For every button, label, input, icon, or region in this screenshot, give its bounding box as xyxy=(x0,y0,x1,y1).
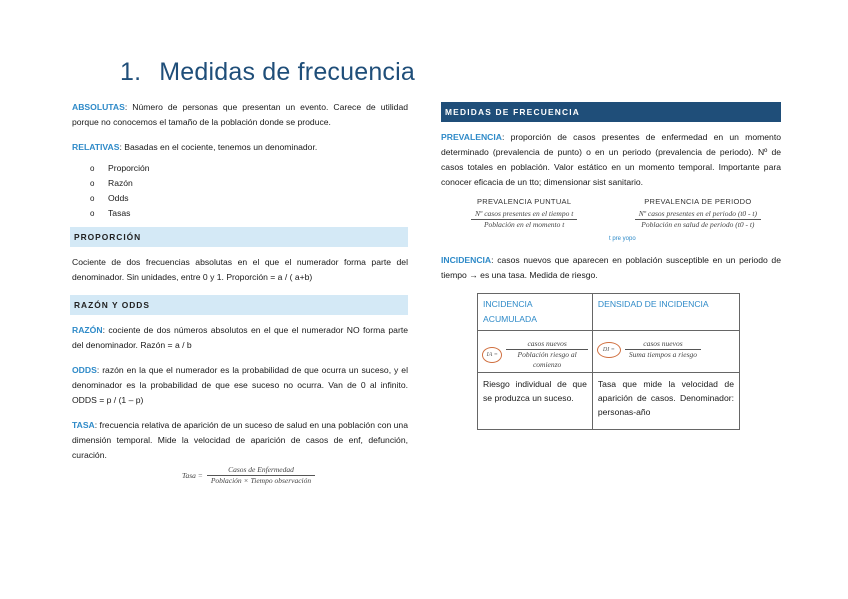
odds-text: : razón en la que el numerador es la probabilidad de que ocurra un suceso, y el denominador es la probabilidad de que ese suceso no ocurra. Van de 0 al infinito. ODDS = p / (1 – p) xyxy=(72,365,408,405)
tasa-formula-lhs: Tasa = xyxy=(182,471,203,480)
densidad-incidencia-header: DENSIDAD DE INCIDENCIA xyxy=(592,294,739,331)
medidas-header: MEDIDAS DE FRECUENCIA xyxy=(441,102,781,122)
table-row xyxy=(478,331,740,373)
title-text: Medidas de frecuencia xyxy=(159,58,415,86)
prevalencia-paragraph xyxy=(441,130,781,190)
prevalencia-periodo-formula xyxy=(635,194,761,230)
incidencia-text: : casos nuevos que aparecen en población susceptible en un periodo de tiempo → es una tasa. Medida de riesgo. xyxy=(441,255,781,280)
ia-numerator: casos nuevos xyxy=(506,339,587,350)
prevalencia-text: : proporción de casos presentes de enfermedad en un momento determinado (prevalencia de punto) o en un periodo (prevalencia de periodo). Nº de casos totales en población. Valor estático en un momento temporal. Importante para conocer eficacia de un tto; dimensionar sist sanitario. xyxy=(441,132,781,187)
odds-term: ODDS xyxy=(72,365,97,375)
tasa-fraction xyxy=(207,465,315,486)
ia-description: Riesgo individual de que se produzca un suceso. xyxy=(478,373,593,430)
incidencia-acumulada-header: INCIDENCIA ACUMULADA xyxy=(478,294,593,331)
bullet-icon: o xyxy=(90,209,95,218)
di-formula-lhs: DI = xyxy=(597,342,621,358)
right-column xyxy=(441,102,781,430)
bullet-icon: o xyxy=(90,164,95,173)
tasa-numerator: Casos de Enfermedad xyxy=(207,465,315,476)
ia-denominator: Población riesgo al comienzo xyxy=(517,350,577,369)
tasa-denominator: Población × Tiempo observación xyxy=(210,476,312,485)
prevalencia-puntual-formula xyxy=(471,194,577,230)
list-item: o Odds xyxy=(90,191,408,206)
tasa-paragraph xyxy=(72,418,408,463)
incidencia-paragraph xyxy=(441,253,781,283)
list-item: o Razón xyxy=(90,176,408,191)
prevalencia-puntual-label: PREVALENCIA PUNTUAL xyxy=(476,197,572,206)
razon-paragraph xyxy=(72,323,408,353)
di-description: Tasa que mide la velocidad de aparición de casos. Denominador: personas-año xyxy=(592,373,739,430)
prevalencia-puntual-denominator: Población en el momento t xyxy=(483,220,565,229)
ia-formula-lhs: IA = xyxy=(482,347,502,363)
left-column xyxy=(72,100,408,486)
absolutas-text: : Número de personas que presentan un evento. Carece de utilidad porque no conocemos el tamaño de la población donde se produce. xyxy=(72,102,408,127)
absolutas-paragraph xyxy=(72,100,408,130)
bullet-icon: o xyxy=(90,179,95,188)
relativas-term: RELATIVAS xyxy=(72,142,120,152)
di-numerator: casos nuevos xyxy=(625,339,701,350)
razon-term: RAZÓN xyxy=(72,325,103,335)
prevalencia-puntual-numerator: Nº casos presentes en el tiempo t xyxy=(471,209,577,220)
relativas-text: : Basadas en el cociente, tenemos un denominador. xyxy=(119,142,318,152)
incidencia-term: INCIDENCIA xyxy=(441,255,492,265)
odds-paragraph xyxy=(72,363,408,408)
razon-text: : cociente de dos números absolutos en el que el numerador NO forma parte del denominador. Razón = a / b xyxy=(72,325,408,350)
tasa-term: TASA xyxy=(72,420,95,430)
prevalencia-periodo-denominator: Población en salud de periodo (t0 - t) xyxy=(641,220,755,229)
prevalencia-periodo-numerator: Nº casos presentes en el periodo (t0 - t) xyxy=(635,209,761,220)
list-item: o Tasas xyxy=(90,206,408,221)
tasa-text: : frecuencia relativa de aparición de un suceso de salud en una población con una dimensión temporal. Mide la velocidad de aparición de casos de enf, defunción, curación. xyxy=(72,420,408,460)
proporcion-header: PROPORCIÓN xyxy=(70,227,408,247)
table-row xyxy=(478,373,740,430)
razon-odds-header: RAZÓN Y ODDS xyxy=(70,295,408,315)
proporcion-text: Cociente de dos frecuencias absolutas en el que el numerador forma parte del denominador. Sin unidades, entre 0 y 1. Proporción = a / ( a+b) xyxy=(72,257,408,282)
page-title xyxy=(120,58,415,87)
relativas-paragraph xyxy=(72,140,408,155)
prevalencia-periodo-label: PREVALENCIA DE PERIODO xyxy=(644,197,752,206)
di-denominator: Suma tiempos a riesgo xyxy=(628,350,697,359)
table-row xyxy=(478,294,740,331)
di-formula-cell xyxy=(592,331,739,373)
prevalencia-note: t pre yopo xyxy=(609,236,636,242)
prevalencia-formulas xyxy=(471,194,761,230)
list-item: o Proporción xyxy=(90,161,408,176)
relativas-list xyxy=(90,161,408,221)
tasa-formula xyxy=(182,465,408,486)
prevalencia-term: PREVALENCIA xyxy=(441,132,502,142)
absolutas-term: ABSOLUTAS xyxy=(72,102,125,112)
ia-formula-cell xyxy=(478,331,593,373)
title-number: 1. xyxy=(120,58,142,86)
incidencia-table xyxy=(477,293,740,430)
bullet-icon: o xyxy=(90,194,95,203)
